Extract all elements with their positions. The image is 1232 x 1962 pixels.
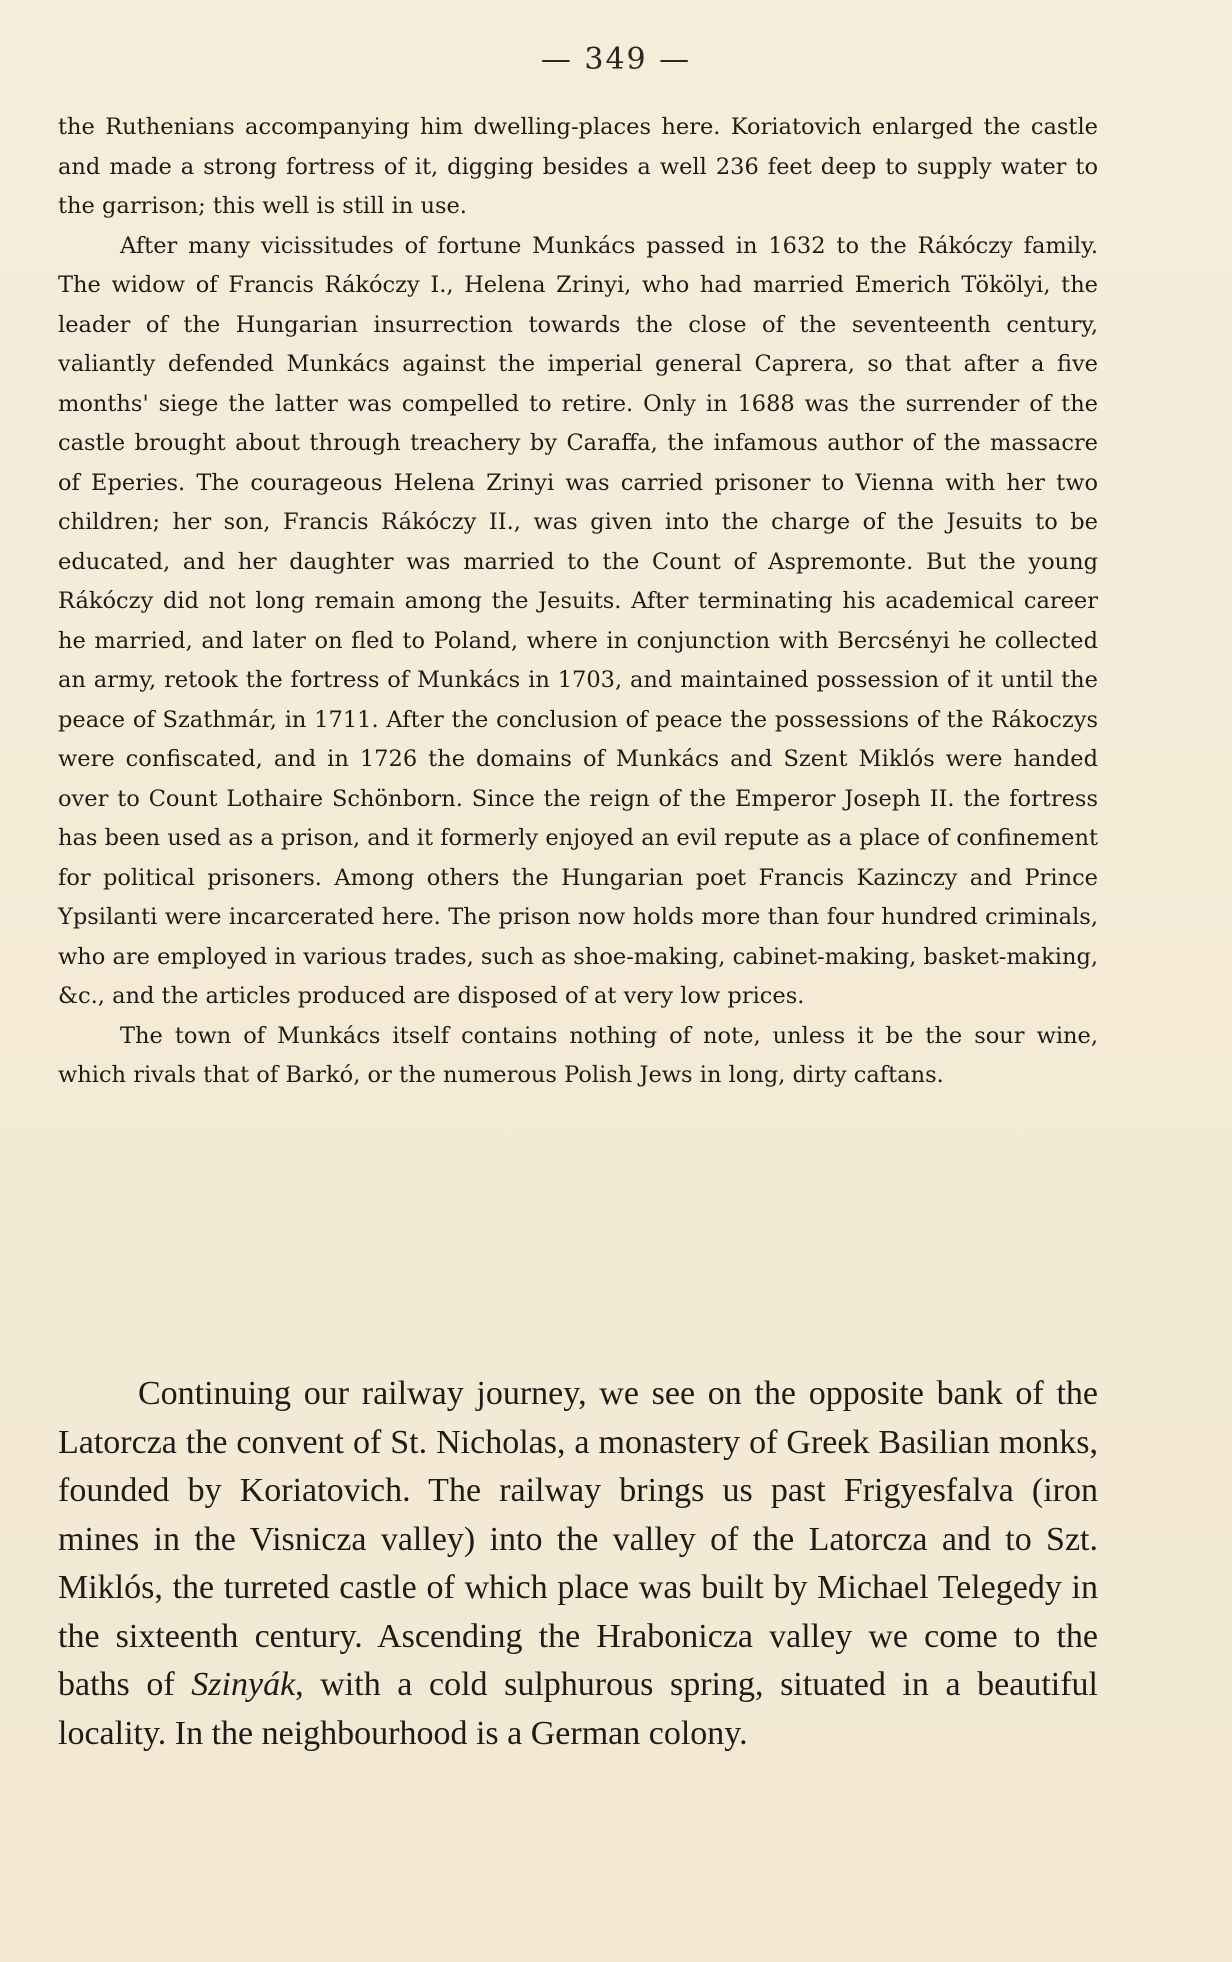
paragraph-munkacs-town: The town of Munkács itself contains nothing of note, unless it be the sour wine, which rivals that of Barkó, or the numerous Polish Jews in long, dirty caftans. (58, 1022, 1098, 1088)
railway-text-part-2: , with a cold sulphurous spring, situated in a beautiful locality. In the neighbourhood is a German colony. (58, 1666, 1099, 1752)
page-number: — 349 — (540, 42, 692, 77)
szinyak-italic: Szinyák (191, 1666, 296, 1703)
large-print-section (58, 1370, 1098, 1758)
small-print-section (58, 108, 1098, 1096)
paragraph-railway-journey (58, 1370, 1098, 1758)
paragraph-ruthenians: the Ruthenians accompanying him dwelling-places here. Koriatovich enlarged the castle and made a strong fortress of it, digging besides a well 236 feet deep to supply water to the garrison; this well is still in use. (58, 114, 1098, 219)
railway-text-part-1: Continuing our railway journey, we see on the opposite bank of the Latorcza the convent of St. Nicholas, a monastery of Greek Basilian monks, founded by Koriatovich. The railway brings us past Frigyesfalva (iron mines in the Visnicza valley) into the valley of the Latorcza and to Szt. Miklós, the turreted castle of which place was built by Michael Telegedy in the sixteenth century. Ascending the Hrabonicza valley we come to the baths of (58, 1375, 1098, 1703)
paragraph-rakoczy-history: After many vicissitudes of fortune Munkács passed in 1632 to the Rákóczy family. The widow of Francis Rákóczy I., Helena Zrinyi, who had married Emerich Tökölyi, the leader of the Hungarian insurrection towards the close of the seventeenth century, valiantly defended Munkács against the imperial general Caprera, so that after a five months' siege the latter was compelled to retire. Only in 1688 was the surrender of the castle brought about through treachery by Caraffa, the infamous author of the massacre of Eperies. The courageous Helena Zrinyi was carried prisoner to Vienna with her two children; her son, Francis Rákóczy II., was given into the charge of the Jesuits to be educated, and her daughter was married to the Count of Aspremonte. But the young Rákóczy did not long remain among the Jesuits. After terminating his academical career he married, and later on fled to Poland, where in conjunction with Bercsényi he collected an army, retook the fortress of Munkács in 1703, and maintained possession of it until the peace of Szathmár, in 1711. After the conclusion of peace the possessions of the Rákoczys were confiscated, and in 1726 the domains of Munkács and Szent Miklós were handed over to Count Lothaire Schönborn. Since the reign of the Emperor Joseph II. the fortress has been used as a prison, and it formerly enjoyed an evil repute as a place of confinement for political prisoners. Among others the Hungarian poet Francis Kazinczy and Prince Ypsilanti were incarcerated here. The prison now holds more than four hundred criminals, who are employed in various trades, such as shoe-making, cabinet-making, basket-making, &c., and the articles produced are disposed of at very low prices. (58, 232, 1098, 1009)
